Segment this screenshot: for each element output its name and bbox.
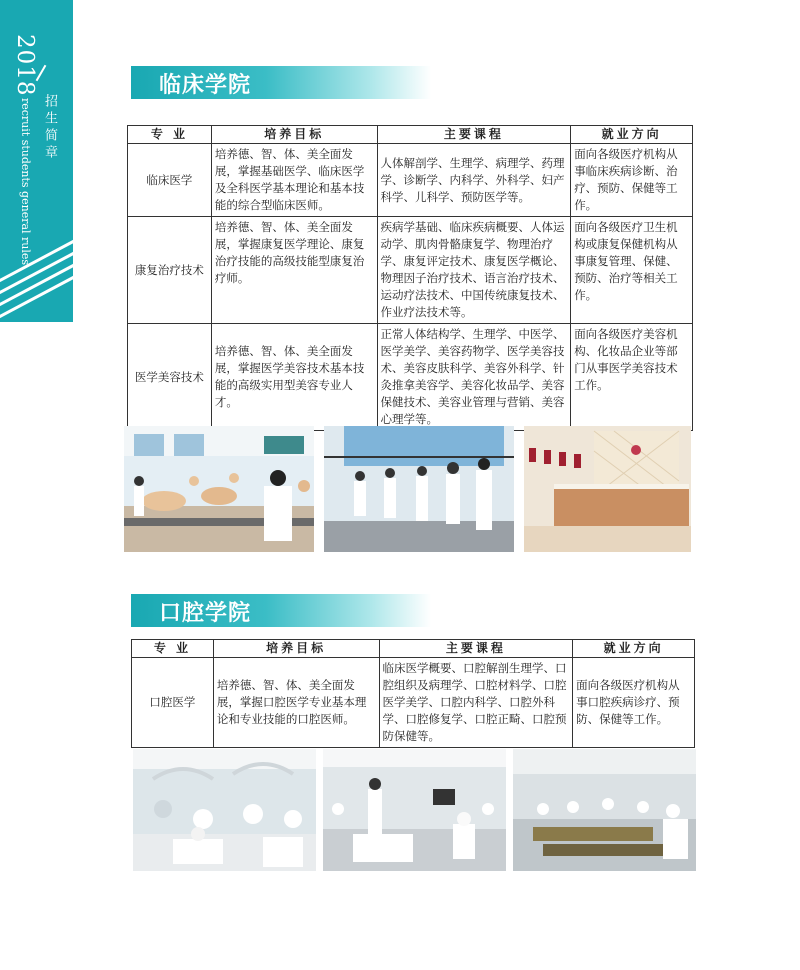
cell-goal: 培养德、智、体、美全面发展，掌握医学美容技术基本技能的高级实用型美容专业人才。 <box>211 324 377 431</box>
cell-courses: 疾病学基础、临床疾病概要、人体运动学、肌肉骨骼康复学、物理治疗学、康复评定技术、康复医学概论、物理因子治疗技术、语言治疗技术、运动疗法技术、中国传统康复技术、作业疗法技术等。 <box>377 217 571 324</box>
header-goal: 培养目标 <box>213 640 379 658</box>
cell-major: 医学美容技术 <box>128 324 212 431</box>
dental-lab-photo-2 <box>323 749 506 871</box>
table-row <box>128 144 693 217</box>
cell-major: 康复治疗技术 <box>128 217 212 324</box>
cell-goal: 培养德、智、体、美全面发展，掌握基础医学、临床医学及全科医学基本理论和基本技能的综合型临床医师。 <box>211 144 377 217</box>
cell-courses: 临床医学概要、口腔解剖生理学、口腔组织及病理学、口腔材料学、口腔医学美学、口腔内科学、口腔外科学、口腔修复学、口腔正畸、口腔预防保健等。 <box>379 658 573 748</box>
table-row <box>128 217 693 324</box>
cell-courses: 人体解剖学、生理学、病理学、药理学、诊断学、内科学、外科学、妇产科学、儿科学、预防医学等。 <box>377 144 571 217</box>
header-goal: 培养目标 <box>211 126 377 144</box>
cell-career: 面向各级医疗机构从事临床疾病诊断、治疗、预防、保健等工作。 <box>571 144 693 217</box>
header-career: 就业方向 <box>571 126 693 144</box>
year-label: 2018 <box>12 34 38 97</box>
majors-table-clinical <box>127 125 693 431</box>
sidebar-band <box>0 0 73 322</box>
decor-stripe <box>0 225 73 303</box>
cell-career: 面向各级医疗机构从事口腔疾病诊疗、预防、保健等工作。 <box>573 658 695 748</box>
cell-major: 临床医学 <box>128 144 212 217</box>
header-courses: 主要课程 <box>377 126 571 144</box>
header-major: 专 业 <box>128 126 212 144</box>
cell-career: 面向各级医疗美容机构、化妆品企业等部门从事医学美容技术工作。 <box>571 324 693 431</box>
header-major: 专 业 <box>132 640 214 658</box>
section-title: 口腔学院 <box>159 601 252 626</box>
cell-courses: 正常人体结构学、生理学、中医学、医学美学、美容药物学、医学美容技术、美容皮肤科学、美容外科学、针灸推拿美容学、美容化妆品学、美容保健技术、美容业管理与营销、美容心理学等。 <box>377 324 571 431</box>
cell-goal: 培养德、智、体、美全面发展，掌握口腔医学专业基本理论和专业技能的口腔医师。 <box>213 658 379 748</box>
header-career: 就业方向 <box>573 640 695 658</box>
section-header-dental <box>131 594 431 627</box>
cell-goal: 培养德、智、体、美全面发展，掌握康复医学理论、康复治疗技能的高级技能型康复治疗师。 <box>211 217 377 324</box>
table-header-row <box>132 640 695 658</box>
table-row <box>132 658 695 748</box>
dental-lab-photo-3 <box>513 749 696 871</box>
anatomy-lab-photo <box>124 426 314 552</box>
cell-career: 面向各级医疗卫生机构或康复保健机构从事康复管理、保健、预防、治疗等相关工作。 <box>571 217 693 324</box>
beauty-clinic-reception-photo <box>524 426 691 552</box>
header-courses: 主要课程 <box>379 640 573 658</box>
table-row <box>128 324 693 431</box>
rehab-training-photo <box>324 426 514 552</box>
brochure-title-cn: 招生简章 <box>42 94 57 162</box>
brochure-title-en: recruit students general rules <box>19 98 32 266</box>
section-header-clinical <box>131 66 431 99</box>
cell-major: 口腔医学 <box>132 658 214 748</box>
dental-lab-photo-1 <box>133 749 316 871</box>
majors-table-dental <box>131 639 695 748</box>
table-header-row <box>128 126 693 144</box>
section-title: 临床学院 <box>159 73 252 98</box>
